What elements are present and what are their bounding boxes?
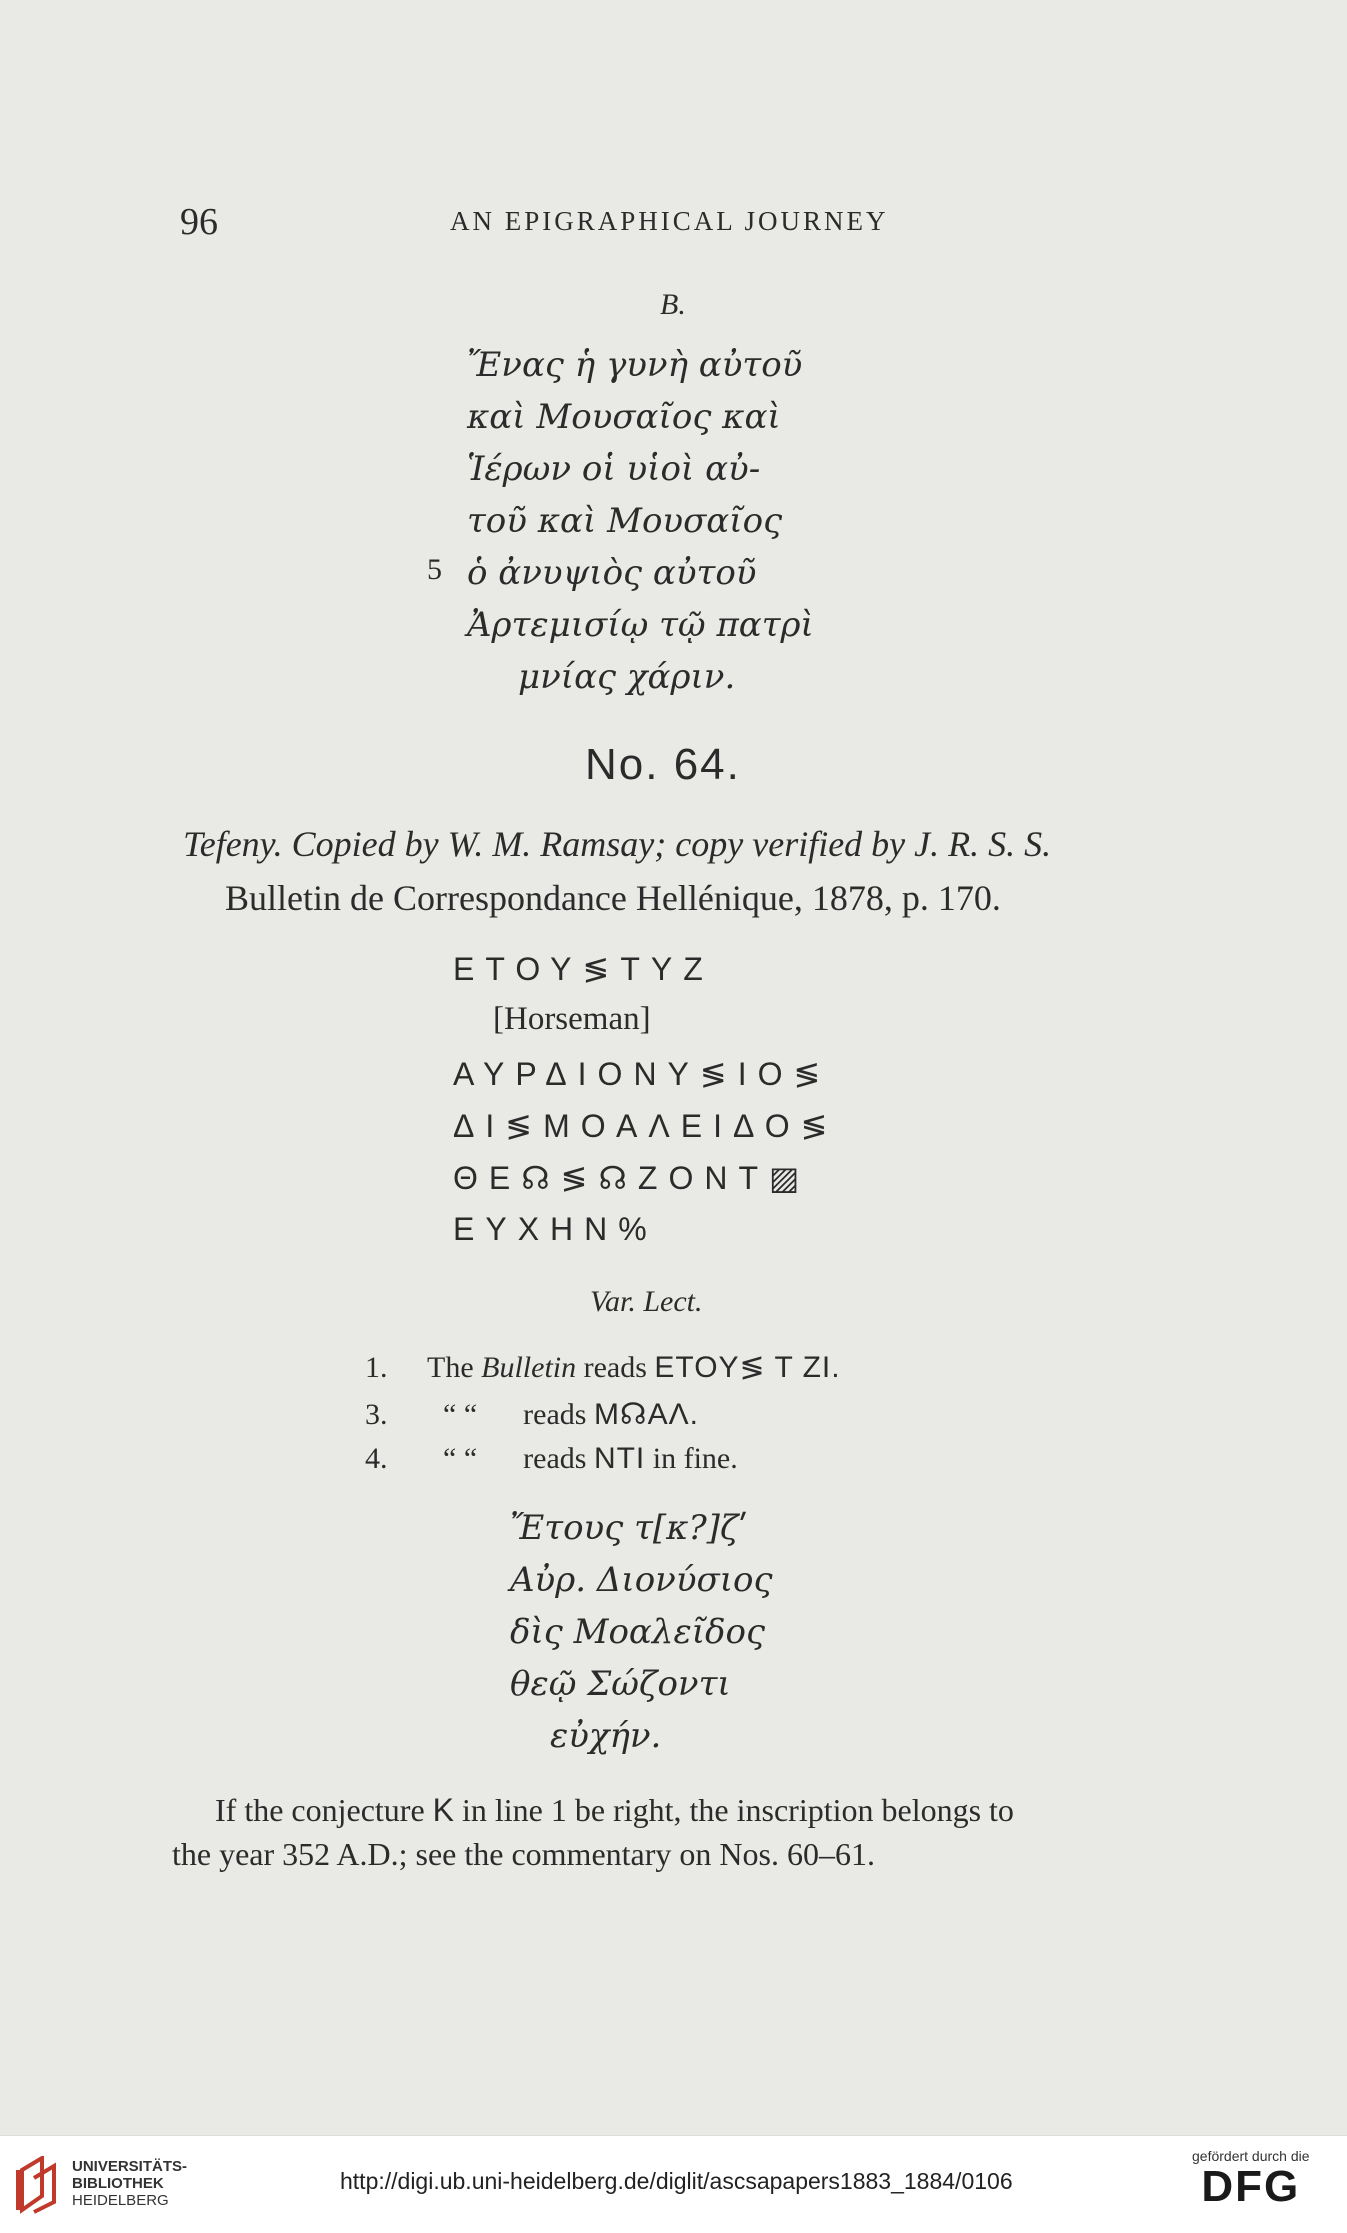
library-name [72, 2158, 187, 2209]
source-line: Tefeny. Copied by W. M. Ramsay; copy verified by J. R. S. S. [183, 824, 1052, 864]
greek-line-5: ὁ ἀνυψιὸς αὐτοῦ [467, 553, 757, 593]
transcription-line-3: δὶς Μοαλεῖδος [510, 1612, 765, 1652]
commentary-text: If the conjecture [215, 1792, 433, 1828]
variant-number: 1. [365, 1351, 388, 1384]
variant-text: reads [523, 1442, 594, 1475]
transcription-line-1: Ἔτους τ[κ?]ζʹ [510, 1508, 748, 1548]
greek-line-4: τοῦ καὶ Μουσαῖος [467, 501, 783, 541]
variant-caps: M☊AΛ. [593, 1398, 699, 1431]
inscription-horseman: [Horseman] [493, 1001, 651, 1037]
greek-line-7: μνίας χάριν. [518, 657, 736, 697]
page-number: 96 [180, 201, 218, 243]
dfg-credit [1192, 2148, 1310, 2210]
inscription-line-1: ΕΤΟΥ≶ΤΥΖ [453, 951, 714, 987]
greek-line-2: καὶ Μουσαῖος καὶ [467, 397, 781, 437]
variant-caps: NTI [593, 1442, 646, 1475]
library-line-2: BIBLIOTHEK [72, 2175, 164, 2192]
variant-caps: ETOY≶ T ZI. [654, 1351, 841, 1384]
transcription-line-5: εὐχήν. [550, 1716, 662, 1756]
library-line-3: HEIDELBERG [72, 2192, 169, 2209]
section-b-label: B. [660, 288, 686, 321]
inscription-line-2: ΑΥΡΔΙΟΝΥ≶ΙΟ≶ [453, 1056, 832, 1092]
variant-4 [365, 1442, 738, 1476]
bulletin-reference: Bulletin de Correspondance Hellénique, 1878, p. 170. [225, 878, 1001, 918]
variant-text: reads [576, 1351, 655, 1384]
line-number-5: 5 [427, 553, 442, 586]
transcription-line-2: Αὐρ. Διονύσιος [510, 1560, 773, 1600]
commentary-line-2: the year 352 A.D.; see the commentary on Nos. 60–61. [172, 1836, 875, 1872]
variant-text: The [427, 1351, 482, 1384]
variant-1 [365, 1350, 841, 1385]
dfg-logo: DFG [1201, 2162, 1301, 2211]
digitization-footer [0, 2135, 1347, 2233]
commentary-text: in line 1 be right, the inscription belongs to [454, 1792, 1014, 1828]
var-lect-heading: Var. Lect. [590, 1285, 703, 1318]
inscription-line-4: ΘΕ☊≶☊ΖΟΝΤ▨ [453, 1160, 811, 1196]
entry-heading: No. 64. [585, 740, 741, 789]
permalink-url[interactable]: http://digi.ub.uni-heidelberg.de/diglit/ascsapapers1883_1884/0106 [340, 2168, 1013, 2194]
ub-heidelberg-logo-icon [14, 2156, 60, 2214]
greek-line-1: Ἔνας ἡ γυνὴ αὐτοῦ [467, 345, 803, 385]
variant-ditto: “ “ [443, 1398, 478, 1431]
funded-by-label: gefördert durch die [1192, 2148, 1310, 2164]
variant-text: reads [523, 1398, 594, 1431]
inscription-line-3: ΔΙ≶ΜΟΑΛΕΙΔΟ≶ [453, 1108, 839, 1144]
variant-tail: in fine. [645, 1442, 738, 1475]
inscription-line-5: ΕΥΧΗΝ% [453, 1211, 658, 1247]
variant-number: 3. [365, 1398, 388, 1431]
variant-ditto: “ “ [443, 1442, 478, 1475]
library-line-1: UNIVERSITÄTS- [72, 2158, 188, 2175]
variant-italic: Bulletin [481, 1351, 577, 1384]
variant-number: 4. [365, 1442, 388, 1475]
running-head: AN EPIGRAPHICAL JOURNEY [450, 206, 889, 236]
variant-3 [365, 1397, 699, 1432]
greek-line-3: Ἱέρων οἱ υἱοὶ αὐ- [467, 449, 761, 489]
commentary-line-1 [215, 1792, 1014, 1829]
commentary-caps: K [432, 1792, 454, 1828]
transcription-line-4: θεῷ Σώζοντι [510, 1664, 731, 1704]
greek-line-6: Ἀρτεμισίῳ τῷ πατρὶ [467, 605, 814, 645]
